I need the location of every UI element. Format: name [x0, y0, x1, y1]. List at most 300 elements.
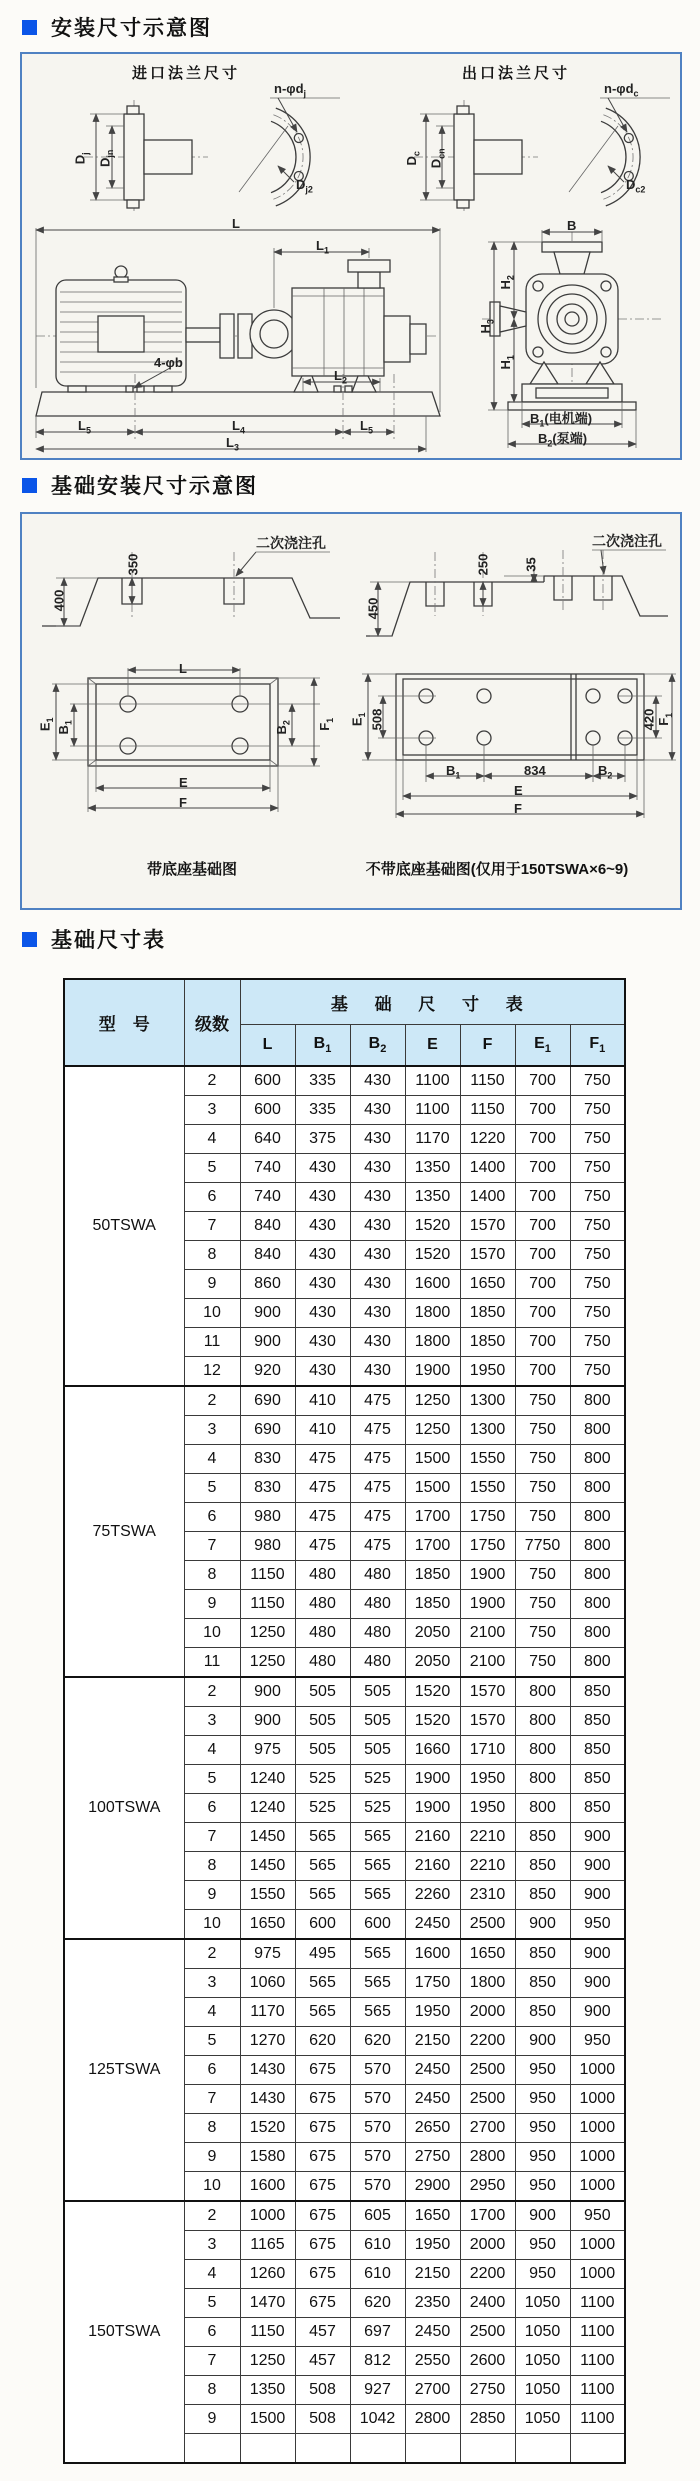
value-cell: 1550	[460, 1445, 515, 1474]
value-cell: 1600	[405, 1939, 460, 1969]
foundation-plan-drawing	[30, 662, 352, 842]
section-title-text: 基础尺寸表	[51, 929, 166, 952]
value-cell: 800	[570, 1648, 625, 1678]
value-cell: 505	[350, 1736, 405, 1765]
value-cell: 605	[350, 2201, 405, 2231]
value-cell: 750	[515, 1416, 570, 1445]
table-row	[64, 1939, 625, 1969]
stage-cell: 2	[184, 1066, 240, 1096]
value-cell: 900	[515, 2027, 570, 2056]
value-cell: 750	[570, 1183, 625, 1212]
value-cell: 1500	[405, 1474, 460, 1503]
dim-label-e1: $E_1$	[37, 717, 56, 732]
value-cell: 565	[350, 1998, 405, 2027]
stage-cell: 5	[184, 2027, 240, 2056]
dim-label-e: E	[514, 783, 523, 798]
value-cell: 1650	[460, 1270, 515, 1299]
table-header-row	[64, 979, 625, 1025]
value-cell: 1450	[240, 1823, 295, 1852]
value-cell: 900	[515, 1910, 570, 1940]
col-header-f: F	[460, 1025, 515, 1067]
foundation-plan-without-base	[349, 662, 680, 842]
stage-cell: 9	[184, 1590, 240, 1619]
value-cell: 1000	[570, 2056, 625, 2085]
value-cell: 700	[515, 1357, 570, 1387]
value-cell: 525	[350, 1765, 405, 1794]
value-cell: 1400	[460, 1154, 515, 1183]
value-cell: 1400	[460, 1183, 515, 1212]
value-cell: 565	[350, 1823, 405, 1852]
value-cell: 1042	[350, 2405, 405, 2434]
value-cell: 1150	[240, 2318, 295, 2347]
value-cell: 1100	[570, 2347, 625, 2376]
value-cell: 840	[240, 1212, 295, 1241]
table-row	[64, 1066, 625, 1096]
value-cell: 620	[350, 2289, 405, 2318]
value-cell: 457	[295, 2347, 350, 2376]
value-cell: 1250	[405, 1386, 460, 1416]
value-cell: 1430	[240, 2056, 295, 2085]
value-cell: 2200	[460, 2027, 515, 2056]
value-cell: 475	[295, 1532, 350, 1561]
value-cell: 475	[350, 1503, 405, 1532]
value-cell: 2500	[460, 1910, 515, 1940]
value-cell: 565	[350, 1852, 405, 1881]
blue-square-bullet-icon	[22, 932, 37, 947]
value-cell: 565	[350, 1939, 405, 1969]
value-cell: 1300	[460, 1416, 515, 1445]
value-cell: 975	[240, 1939, 295, 1969]
value-cell: 1950	[460, 1765, 515, 1794]
blue-square-bullet-icon	[22, 20, 37, 35]
value-cell: 850	[570, 1794, 625, 1823]
dim-label-420: 420	[641, 708, 657, 731]
value-cell: 1710	[460, 1736, 515, 1765]
value-cell: 475	[295, 1474, 350, 1503]
value-cell: 1900	[460, 1590, 515, 1619]
value-cell: 1000	[570, 2085, 625, 2114]
dim-label-h1: $H_1$	[497, 355, 516, 370]
foundation-plan-with-base	[30, 662, 352, 842]
stage-cell: 6	[184, 1183, 240, 1212]
foundation-elevation-with-base	[30, 524, 352, 654]
value-cell: 2900	[405, 2172, 460, 2202]
col-header-l: L	[240, 1025, 295, 1067]
value-cell: 900	[570, 1881, 625, 1910]
section-title-text: 基础安装尺寸示意图	[51, 475, 258, 498]
value-cell: 430	[295, 1270, 350, 1299]
stage-cell: 10	[184, 1299, 240, 1328]
value-cell: 1570	[460, 1241, 515, 1270]
value-cell: 1000	[570, 2114, 625, 2143]
value-cell: 800	[570, 1386, 625, 1416]
value-cell	[405, 2434, 460, 2464]
value-cell: 1170	[240, 1998, 295, 2027]
value-cell: 675	[295, 2085, 350, 2114]
stage-cell: 2	[184, 1386, 240, 1416]
value-cell: 1100	[405, 1096, 460, 1125]
stage-cell: 3	[184, 1416, 240, 1445]
value-cell: 750	[515, 1619, 570, 1648]
value-cell: 750	[570, 1241, 625, 1270]
model-cell: 75TSWA	[64, 1386, 184, 1677]
value-cell: 565	[295, 1969, 350, 1998]
value-cell: 1000	[570, 2172, 625, 2202]
value-cell: 700	[515, 1066, 570, 1096]
value-cell: 700	[515, 1154, 570, 1183]
value-cell: 1800	[405, 1328, 460, 1357]
col-header-e1: $E_1$	[515, 1025, 570, 1067]
value-cell: 950	[515, 2260, 570, 2289]
value-cell: 800	[570, 1416, 625, 1445]
inlet-flange-title: 进口法兰尺寸	[131, 65, 240, 82]
value-cell: 565	[295, 1852, 350, 1881]
value-cell: 1250	[240, 1648, 295, 1678]
value-cell: 1660	[405, 1736, 460, 1765]
value-cell: 2200	[460, 2260, 515, 2289]
value-cell: 2150	[405, 2027, 460, 2056]
section-title-table	[22, 924, 166, 954]
value-cell: 2750	[405, 2143, 460, 2172]
value-cell: 1050	[515, 2376, 570, 2405]
value-cell: 1100	[570, 2376, 625, 2405]
foundation-elevation-without-base	[356, 524, 678, 654]
value-cell: 475	[350, 1474, 405, 1503]
stage-cell: 8	[184, 1241, 240, 1270]
value-cell: 800	[570, 1590, 625, 1619]
caption-without-base: 不带底座基础图(仅用于150TSWA×6~9)	[365, 861, 629, 878]
value-cell: 750	[515, 1561, 570, 1590]
stage-cell: 4	[184, 2260, 240, 2289]
value-cell: 2850	[460, 2405, 515, 2434]
value-cell: 850	[515, 1969, 570, 1998]
stage-cell: 8	[184, 2376, 240, 2405]
dim-label-35: 35	[523, 557, 539, 572]
stage-cell: 9	[184, 2405, 240, 2434]
table-row	[64, 1386, 625, 1416]
value-cell: 2310	[460, 1881, 515, 1910]
value-cell: 1700	[460, 2201, 515, 2231]
value-cell: 430	[350, 1125, 405, 1154]
stage-cell: 2	[184, 2201, 240, 2231]
value-cell: 900	[570, 1969, 625, 1998]
dim-label-350: 350	[125, 553, 141, 576]
stage-cell: 2	[184, 1939, 240, 1969]
dim-label-dc: $D_c$	[403, 151, 422, 166]
value-cell: 600	[295, 1910, 350, 1940]
value-cell: 457	[295, 2318, 350, 2347]
value-cell: 570	[350, 2085, 405, 2114]
value-cell: 525	[350, 1794, 405, 1823]
value-cell: 430	[350, 1096, 405, 1125]
value-cell: 480	[350, 1561, 405, 1590]
value-cell: 1600	[405, 1270, 460, 1299]
col-header-e: E	[405, 1025, 460, 1067]
value-cell: 1520	[405, 1677, 460, 1707]
value-cell: 700	[515, 1270, 570, 1299]
value-cell: 7750	[515, 1532, 570, 1561]
value-cell: 950	[515, 2056, 570, 2085]
value-cell: 1950	[460, 1794, 515, 1823]
value-cell: 600	[240, 1096, 295, 1125]
value-cell: 430	[350, 1066, 405, 1096]
value-cell: 950	[570, 2027, 625, 2056]
value-cell: 1850	[405, 1561, 460, 1590]
value-cell: 2100	[460, 1648, 515, 1678]
dim-label-l5-left: $L_5$	[78, 418, 91, 436]
dim-label-plan-l: L	[179, 661, 187, 676]
value-cell: 980	[240, 1503, 295, 1532]
dim-label-f1: $F_1$	[317, 717, 335, 731]
value-cell: 508	[295, 2405, 350, 2434]
value-cell: 675	[295, 2289, 350, 2318]
value-cell: 430	[295, 1183, 350, 1212]
value-cell: 2500	[460, 2318, 515, 2347]
value-cell: 2210	[460, 1823, 515, 1852]
stage-cell: 9	[184, 2143, 240, 2172]
value-cell: 2160	[405, 1852, 460, 1881]
value-cell: 525	[295, 1765, 350, 1794]
value-cell: 1950	[405, 2231, 460, 2260]
value-cell: 1150	[240, 1561, 295, 1590]
dim-label-l1: $L_1$	[316, 238, 329, 256]
value-cell: 1850	[460, 1328, 515, 1357]
value-cell: 505	[350, 1677, 405, 1707]
section-title-installation	[22, 12, 212, 42]
value-cell: 1500	[405, 1445, 460, 1474]
stage-cell: 4	[184, 1125, 240, 1154]
value-cell	[460, 2434, 515, 2464]
value-cell: 830	[240, 1474, 295, 1503]
value-cell: 2050	[405, 1648, 460, 1678]
dim-label-4-phi-b: 4-φb	[154, 355, 183, 370]
dim-label-e: E	[179, 775, 188, 790]
value-cell: 1050	[515, 2405, 570, 2434]
foundation-diagram-panel	[20, 512, 682, 910]
value-cell: 750	[515, 1445, 570, 1474]
value-cell: 1000	[240, 2201, 295, 2231]
stage-cell: 3	[184, 1969, 240, 1998]
value-cell: 1750	[460, 1503, 515, 1532]
dim-label-n-phi-dc: $n-\varphi d_c$	[604, 81, 639, 99]
value-cell: 1550	[460, 1474, 515, 1503]
value-cell: 690	[240, 1386, 295, 1416]
value-cell: 950	[570, 1910, 625, 1940]
stage-cell: 8	[184, 1561, 240, 1590]
value-cell	[295, 2434, 350, 2464]
stage-cell: 6	[184, 2318, 240, 2347]
value-cell: 750	[570, 1096, 625, 1125]
value-cell: 750	[570, 1299, 625, 1328]
stage-cell: 4	[184, 1445, 240, 1474]
stage-cell: 9	[184, 1881, 240, 1910]
value-cell: 1450	[240, 1852, 295, 1881]
value-cell: 1250	[240, 2347, 295, 2376]
dim-label-n-phi-dj: $n-\varphi d_j$	[274, 81, 307, 99]
stage-cell: 7	[184, 2085, 240, 2114]
value-cell: 480	[350, 1619, 405, 1648]
value-cell: 430	[350, 1241, 405, 1270]
value-cell: 1580	[240, 2143, 295, 2172]
value-cell: 2210	[460, 1852, 515, 1881]
value-cell: 1050	[515, 2347, 570, 2376]
value-cell: 1000	[570, 2260, 625, 2289]
value-cell: 1050	[515, 2318, 570, 2347]
value-cell: 812	[350, 2347, 405, 2376]
model-cell: 125TSWA	[64, 1939, 184, 2201]
value-cell: 430	[295, 1357, 350, 1387]
value-cell: 800	[570, 1532, 625, 1561]
value-cell: 700	[515, 1096, 570, 1125]
value-cell: 1240	[240, 1794, 295, 1823]
value-cell: 475	[295, 1503, 350, 1532]
value-cell: 525	[295, 1794, 350, 1823]
value-cell: 975	[240, 1736, 295, 1765]
table-row	[64, 2201, 625, 2231]
value-cell: 800	[570, 1503, 625, 1532]
dim-label-dc2: $D_{c2}$	[626, 177, 646, 195]
value-cell: 2050	[405, 1619, 460, 1648]
value-cell: 900	[240, 1707, 295, 1736]
value-cell: 2000	[460, 1998, 515, 2027]
value-cell: 508	[295, 2376, 350, 2405]
col-header-stages: 级数	[184, 979, 240, 1066]
stage-cell: 10	[184, 1619, 240, 1648]
value-cell: 1750	[405, 1969, 460, 1998]
value-cell: 675	[295, 2260, 350, 2289]
dim-label-e1: $E_1$	[349, 712, 368, 727]
stage-cell	[184, 2434, 240, 2464]
value-cell: 2350	[405, 2289, 460, 2318]
value-cell: 950	[515, 2172, 570, 2202]
dim-label-l5-right: $L_5$	[360, 418, 373, 436]
value-cell: 2500	[460, 2056, 515, 2085]
value-cell	[350, 2434, 405, 2464]
stage-cell: 3	[184, 2231, 240, 2260]
dim-label-l3: $L_3$	[226, 435, 239, 453]
value-cell: 1800	[460, 1969, 515, 1998]
value-cell: 950	[515, 2143, 570, 2172]
value-cell: 700	[515, 1241, 570, 1270]
value-cell: 1850	[405, 1590, 460, 1619]
value-cell: 1430	[240, 2085, 295, 2114]
value-cell: 2100	[460, 1619, 515, 1648]
foundation-table-body	[64, 1066, 625, 2463]
value-cell: 2950	[460, 2172, 515, 2202]
value-cell: 375	[295, 1125, 350, 1154]
value-cell: 480	[350, 1648, 405, 1678]
dim-label-b1: $B_1$	[55, 720, 74, 735]
value-cell: 475	[295, 1445, 350, 1474]
value-cell: 1600	[240, 2172, 295, 2202]
value-cell: 950	[570, 2201, 625, 2231]
value-cell: 1900	[460, 1561, 515, 1590]
value-cell: 565	[350, 1881, 405, 1910]
value-cell: 697	[350, 2318, 405, 2347]
value-cell: 2700	[405, 2376, 460, 2405]
value-cell: 610	[350, 2231, 405, 2260]
value-cell: 850	[515, 1998, 570, 2027]
value-cell: 1000	[570, 2231, 625, 2260]
table-group-header: 基 础 尺 寸 表	[240, 979, 625, 1025]
stage-cell: 5	[184, 1474, 240, 1503]
stage-cell: 8	[184, 1852, 240, 1881]
value-cell: 430	[295, 1154, 350, 1183]
value-cell: 1570	[460, 1677, 515, 1707]
value-cell: 1220	[460, 1125, 515, 1154]
blue-square-bullet-icon	[22, 478, 37, 493]
value-cell: 505	[295, 1707, 350, 1736]
section-title-text: 安装尺寸示意图	[51, 17, 212, 40]
stage-cell: 5	[184, 2289, 240, 2318]
value-cell: 1570	[460, 1707, 515, 1736]
foundation-table	[63, 978, 626, 2464]
value-cell: 740	[240, 1183, 295, 1212]
value-cell: 505	[350, 1707, 405, 1736]
stage-cell: 3	[184, 1707, 240, 1736]
value-cell: 700	[515, 1212, 570, 1241]
stage-cell: 8	[184, 2114, 240, 2143]
value-cell: 2400	[460, 2289, 515, 2318]
value-cell: 750	[570, 1357, 625, 1387]
dim-label-h3: $H_3$	[477, 319, 496, 334]
value-cell: 565	[295, 1823, 350, 1852]
value-cell: 800	[570, 1619, 625, 1648]
value-cell: 565	[295, 1998, 350, 2027]
value-cell: 2450	[405, 2085, 460, 2114]
stage-cell: 11	[184, 1328, 240, 1357]
value-cell: 675	[295, 2231, 350, 2260]
value-cell: 675	[295, 2143, 350, 2172]
dim-label-l4: $L_4$	[232, 418, 245, 436]
value-cell: 1900	[405, 1765, 460, 1794]
value-cell: 950	[515, 2085, 570, 2114]
stage-cell: 7	[184, 1212, 240, 1241]
value-cell: 800	[570, 1474, 625, 1503]
value-cell: 570	[350, 2143, 405, 2172]
stage-cell: 9	[184, 1270, 240, 1299]
value-cell: 505	[295, 1677, 350, 1707]
stage-cell: 5	[184, 1765, 240, 1794]
value-cell: 675	[295, 2201, 350, 2231]
value-cell: 800	[515, 1677, 570, 1707]
value-cell: 1100	[405, 1066, 460, 1096]
value-cell: 800	[515, 1707, 570, 1736]
stage-cell: 7	[184, 1532, 240, 1561]
value-cell: 1240	[240, 1765, 295, 1794]
value-cell: 1520	[405, 1241, 460, 1270]
value-cell: 900	[570, 1939, 625, 1969]
value-cell: 900	[570, 1852, 625, 1881]
value-cell: 2600	[460, 2347, 515, 2376]
stage-cell: 6	[184, 2056, 240, 2085]
value-cell: 900	[240, 1677, 295, 1707]
value-cell: 570	[350, 2172, 405, 2202]
value-cell: 480	[295, 1561, 350, 1590]
dim-label-b: B	[567, 218, 577, 233]
value-cell: 475	[350, 1532, 405, 1561]
value-cell: 1900	[405, 1357, 460, 1387]
dim-label-400: 400	[51, 589, 67, 612]
value-cell: 1650	[240, 1910, 295, 1940]
value-cell: 1050	[515, 2289, 570, 2318]
value-cell: 570	[350, 2114, 405, 2143]
dim-label-f1: $F_1$	[656, 712, 674, 726]
value-cell: 2650	[405, 2114, 460, 2143]
value-cell: 410	[295, 1416, 350, 1445]
value-cell: 927	[350, 2376, 405, 2405]
value-cell: 480	[295, 1648, 350, 1678]
